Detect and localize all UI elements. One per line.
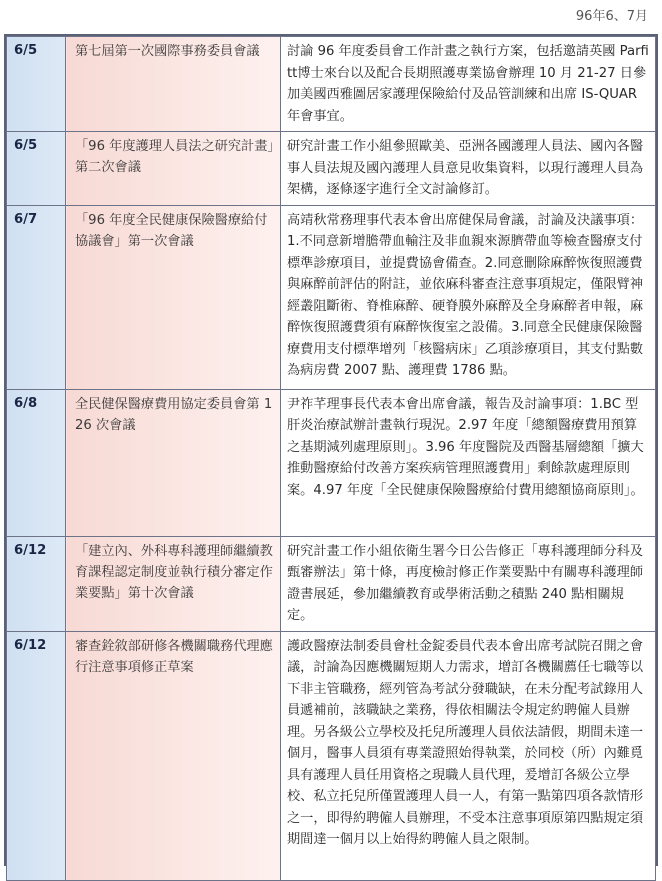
meeting-date: 6/8: [7, 389, 66, 536]
meeting-name: 「96 年度全民健康保險醫療給付協議會」第一次會議: [66, 205, 281, 389]
meeting-table: [6, 36, 656, 881]
meeting-name: 「96 年度護理人員法之研究計畫」第二次會議: [66, 132, 281, 206]
meeting-description: 研究計畫工作小組依衛生署今日公告修正「專科護理師分科及甄審辦法」第十條，再度檢討修正作業要點中有關專科護理師證書展延，參加繼續教育或學術活動之積點 240 點相關規定。: [281, 536, 656, 631]
meeting-name: 「建立內、外科專科護理師繼續教育課程認定制度並執行積分審定作業要點」第十次會議: [66, 536, 281, 631]
meeting-name: 全民健保醫療費用協定委員會第 126 次會議: [66, 389, 281, 536]
meeting-description: 討論 96 年度委員會工作計畫之執行方案，包括邀請英國 Parfitt博士來台以及配合長期照護專業協會辦理 10 月 21-27 日參加美國西雅圖居家護理保險給付及品管訓練和出席 IS-QUAR 年會事宜。: [281, 37, 656, 132]
table-row: [7, 631, 656, 880]
meeting-date: 6/12: [7, 536, 66, 631]
table-row: [7, 132, 656, 206]
table-row: [7, 37, 656, 132]
meeting-date: 6/12: [7, 631, 66, 880]
meeting-description: 護政醫療法制委員會杜金錠委員代表本會出席考試院召開之會議，討論為因應機關短期人力需求，增訂各機關薦任七職等以下非主管職務，經列管為考試分發職缺，在未分配考試錄用人員遞補前，該職缺之業務，得依相關法令規定約聘僱人員辦理。另各級公立學校及托兒所護理人員依法請假，期間未達一個月，醫事人員須有專業證照始得執業，於同校（所）內難覓具有護理人員任用資格之現職人員代理，爰增訂各級公立學校、私立托兒所僅置護理人員一人，有第一點第四項各款情形之一，即得約聘僱人員辦理，不受本注意事項原第四點規定須期間達一個月以上始得約聘僱人員之限制。: [281, 631, 656, 880]
table-row: [7, 536, 656, 631]
report-period: 96年6、7月: [575, 9, 648, 24]
meeting-description: 高靖秋常務理事代表本會出席健保局會議，討論及決議事項：1.不同意新增膽帶血輸注及非血親來源臍帶血等檢查醫療支付標準診療項目，並提費協會備查。2.同意刪除麻醉恢復照護費與麻醉前評估的附註，並依麻科審查注意事項規定，僅限臂神經叢阻斷術、脊椎麻醉、硬脊膜外麻醉及全身麻醉者申報，麻醉恢復照護費須有麻醉恢復室之設備。3.同意全民健康保險醫療費用支付標準增列「核醫病床」乙項診療項目，其支付點數為病房費 2007 點、護理費 1786 點。: [281, 205, 656, 389]
meeting-date: 6/5: [7, 132, 66, 206]
meeting-date: 6/7: [7, 205, 66, 389]
meeting-log-table: [4, 34, 658, 866]
meeting-name: 審查銓敘部研修各機關職務代理應行注意事項修正草案: [66, 631, 281, 880]
table-row: [7, 389, 656, 536]
table-row: [7, 205, 656, 389]
meeting-name: 第七屆第一次國際事務委員會議: [66, 37, 281, 132]
meeting-description: 尹祚芊理事長代表本會出席會議，報告及討論事項：1.BC 型肝炎治療試辦計畫執行現況。2.97 年度「總額醫療費用預算之基期減列處理原則」。3.96 年度醫院及西醫基層總額「擴大推動醫療給付改善方案疾病管理照護費用」剩餘款處理原則案。4.97 年度「全民健康保險醫療給付費用總額協商原則」。: [281, 389, 656, 536]
meeting-description: 研究計畫工作小組參照歐美、亞洲各國護理人員法、國內各醫事人員法規及國內護理人員意見收集資料，以現行護理人員為架構，逐條逐字進行全文討論修訂。: [281, 132, 656, 206]
meeting-date: 6/5: [7, 37, 66, 132]
